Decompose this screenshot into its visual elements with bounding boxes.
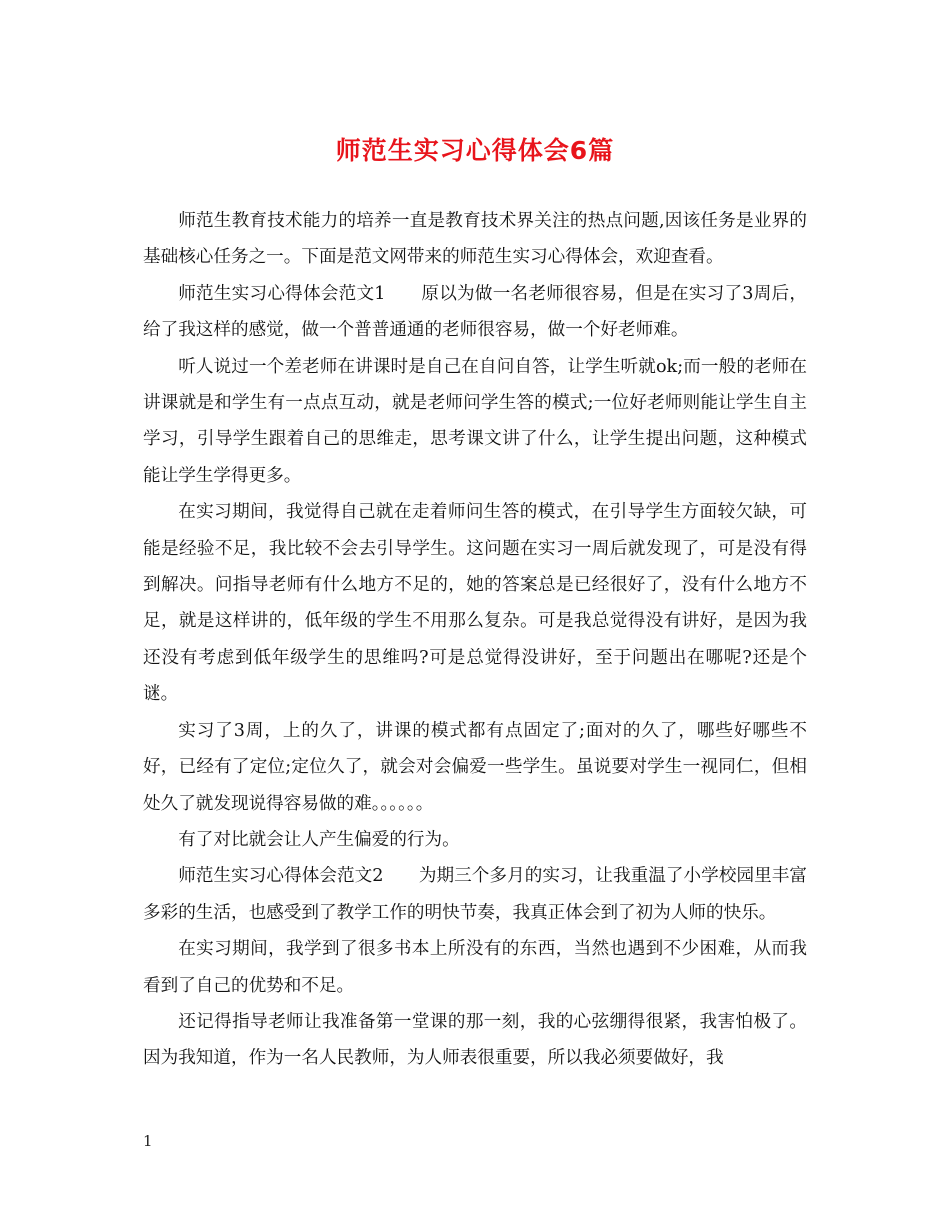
- paragraph: 有了对比就会让人产生偏爱的行为。: [178, 829, 460, 850]
- document-title: 师范生实习心得体会6篇: [335, 136, 615, 165]
- paragraph: 在实习期间，我觉得自己就在走着师问生答的模式，在引导学生方面较欠缺，可能是经验不足，我比较不会去引导学生。这问题在实习一周后就发现了，可是没有得到解决。问指导老师有什么地方不足的，她的答案总是已经很好了，没有什么地方不足，就是这样讲的，低年级的学生不用那么复杂。可是我总觉得没有讲好，是因为我还没有考虑到低年级学生的思维吗?可是总觉得没讲好，至于问题出在哪呢?还是个谜。: [143, 502, 807, 705]
- paragraph: 师范生实习心得体会范文1 原以为做一名老师很容易，但是在实习了3周后，给了我这样的感觉，做一个普普通通的老师很容易，做一个好老师难。: [143, 283, 807, 341]
- paragraph: 师范生教育技术能力的培养一直是教育技术界关注的热点问题,因该任务是业界的基础核心任务之一。下面是范文网带来的师范生实习心得体会，欢迎查看。: [143, 211, 807, 268]
- paragraph: 在实习期间，我学到了很多书本上所没有的东西，当然也遇到不少困难，从而我看到了自己的优势和不足。: [143, 939, 807, 996]
- paragraph: 实习了3周，上的久了，讲课的模式都有点固定了;面对的久了，哪些好哪些不好，已经有了定位;定位久了，就会对会偏爱一些学生。虽说要对学生一视同仁，但相处久了就发现说得容易做的难。。。。。。: [143, 720, 807, 814]
- paragraph: 还记得指导老师让我准备第一堂课的那一刻，我的心弦绷得很紧，我害怕极了。因为我知道，作为一名人民教师，为人师表很重要，所以我必须要做好，我: [143, 1011, 807, 1069]
- page-number: 1: [143, 1132, 153, 1150]
- paragraph: 听人说过一个差老师在讲课时是自己在自问自答，让学生听就ok;而一般的老师在讲课就是和学生有一点点互动，就是老师问学生答的模式;一位好老师则能让学生自主学习，引导学生跟着自己的思维走，思考课文讲了什么，让学生提出问题，这种模式能让学生学得更多。: [143, 356, 807, 486]
- paragraph: 师范生实习心得体会范文2 为期三个多月的实习，让我重温了小学校园里丰富多彩的生活，也感受到了教学工作的明快节奏，我真正体会到了初为人师的快乐。: [143, 866, 807, 923]
- document-body: [143, 203, 807, 1077]
